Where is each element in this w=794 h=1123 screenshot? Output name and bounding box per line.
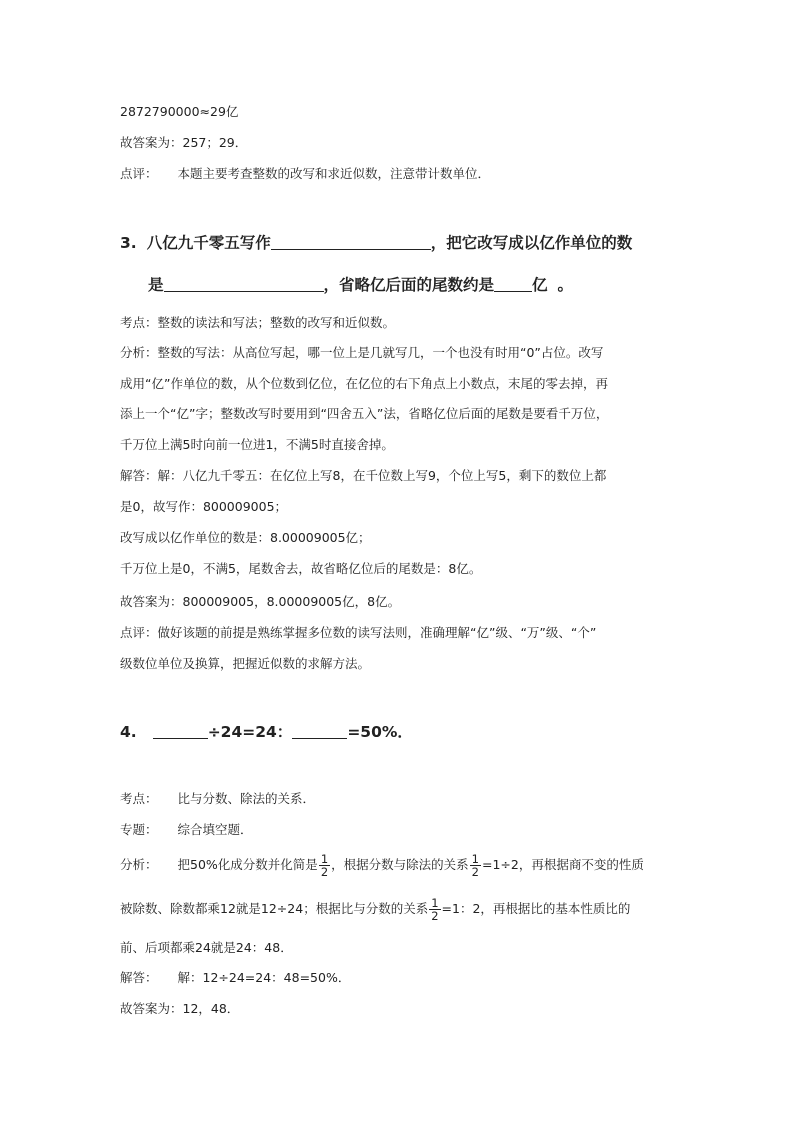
answer-line: 故答案为：257；29．: [120, 135, 248, 150]
answer-blank: [164, 276, 324, 292]
solution-text: 解：12÷24=24：48=50%．: [177, 970, 351, 985]
analysis-text: 把50%化成分数并化简是: [177, 857, 318, 872]
review-label: 点评：: [120, 166, 158, 181]
kaodian-line: [120, 791, 315, 807]
analysis-line: 添上一个“亿”字；整数改写时要用到“四舍五入”法，省略亿位后面的尾数是要看千万位，: [120, 406, 609, 421]
solution-line: 是0，故写作：800009005；: [120, 499, 288, 514]
fraction: $\frac{1}{2}$: [431, 896, 439, 923]
analysis-line: [120, 896, 630, 922]
analysis-line: 前、后项都乘24就是24：48．: [120, 940, 293, 955]
solution-line: 千万位上是0，不满5，尾数舍去，故省略亿位后的尾数是：8亿。: [120, 561, 482, 576]
review-line: 级数位单位及换算，把握近似数的求解方法。: [120, 656, 371, 671]
question-text: 亿: [532, 276, 548, 294]
question-text: 八亿九千零五写作: [146, 234, 271, 252]
analysis-label: 分析：: [120, 857, 158, 872]
zhuanti-line: [120, 822, 253, 838]
answer-blank: [271, 234, 431, 250]
solution-label: 解答：: [120, 970, 158, 985]
question-text: ，把它改写成以亿作单位的数: [430, 234, 633, 252]
question-text: ÷24=24：: [207, 723, 293, 741]
analysis-text: 被除数、除数都乘12就是12÷24；根据比与分数的关系: [120, 901, 429, 916]
analysis-text: ，根据分数与除法的关系: [331, 857, 469, 872]
question-number: 4.: [120, 723, 137, 741]
answer-line: 故答案为：12，48．: [120, 1001, 240, 1016]
zhuanti-label: 专题：: [120, 822, 158, 837]
analysis-line: 千万位上满5时向前一位进1，不满5时直接舍掉。: [120, 437, 394, 452]
question-text: 是: [148, 276, 164, 294]
zhuanti-text: 综合填空题．: [177, 822, 253, 837]
question-text: =50%．: [347, 723, 413, 741]
solution-line: 解答：解：八亿九千零五：在亿位上写8，在千位数上写9，个位上写5，剩下的数位上都: [120, 468, 607, 483]
fraction: $\frac{1}{2}$: [320, 852, 329, 879]
kaodian-label: 考点：: [120, 791, 158, 806]
kaodian-line: 考点：整数的读法和写法；整数的改写和近似数。: [120, 315, 396, 330]
analysis-line: 成用“亿”作单位的数，从个位数到亿位，在亿位的右下角点上小数点，末尾的零去掉，再: [120, 376, 608, 391]
fraction: $\frac{1}{2}$: [471, 852, 479, 879]
solution-line: 改写成以亿作单位的数是：8.00009005亿；: [120, 530, 371, 545]
answer-line: 故答案为：800009005，8.00009005亿，8亿。: [120, 594, 401, 609]
question-3-line-1: [120, 233, 632, 253]
question-number: 3.: [120, 234, 137, 252]
solution-line: [120, 970, 350, 986]
kaodian-text: 比与分数、除法的关系．: [177, 791, 316, 806]
answer-blank: [292, 723, 347, 739]
review-line: [120, 166, 490, 182]
question-3-line-2: [148, 275, 573, 295]
review-line: 点评：做好该题的前提是熟练掌握多位数的读写法则，准确理解“亿”级、“万”级、“个”: [120, 625, 597, 640]
answer-blank: [494, 276, 532, 292]
analysis-line: [120, 852, 644, 878]
question-text: 。: [557, 276, 574, 294]
analysis-text: =1：2，再根据比的基本性质比的: [441, 901, 631, 916]
answer-blank: [153, 723, 208, 739]
analysis-text: =1÷2，再根据商不变的性质: [481, 857, 644, 872]
question-text: ，省略亿后面的尾数约是: [323, 276, 495, 294]
review-text: 本题主要考查整数的改写和求近似数，注意带计数单位．: [177, 166, 491, 181]
question-4-line: [120, 722, 413, 742]
calc-line: 2872790000≈29亿: [120, 104, 239, 119]
analysis-line: 分析：整数的写法：从高位写起，哪一位上是几就写几，一个也没有时用“0”占位。改写: [120, 345, 604, 360]
